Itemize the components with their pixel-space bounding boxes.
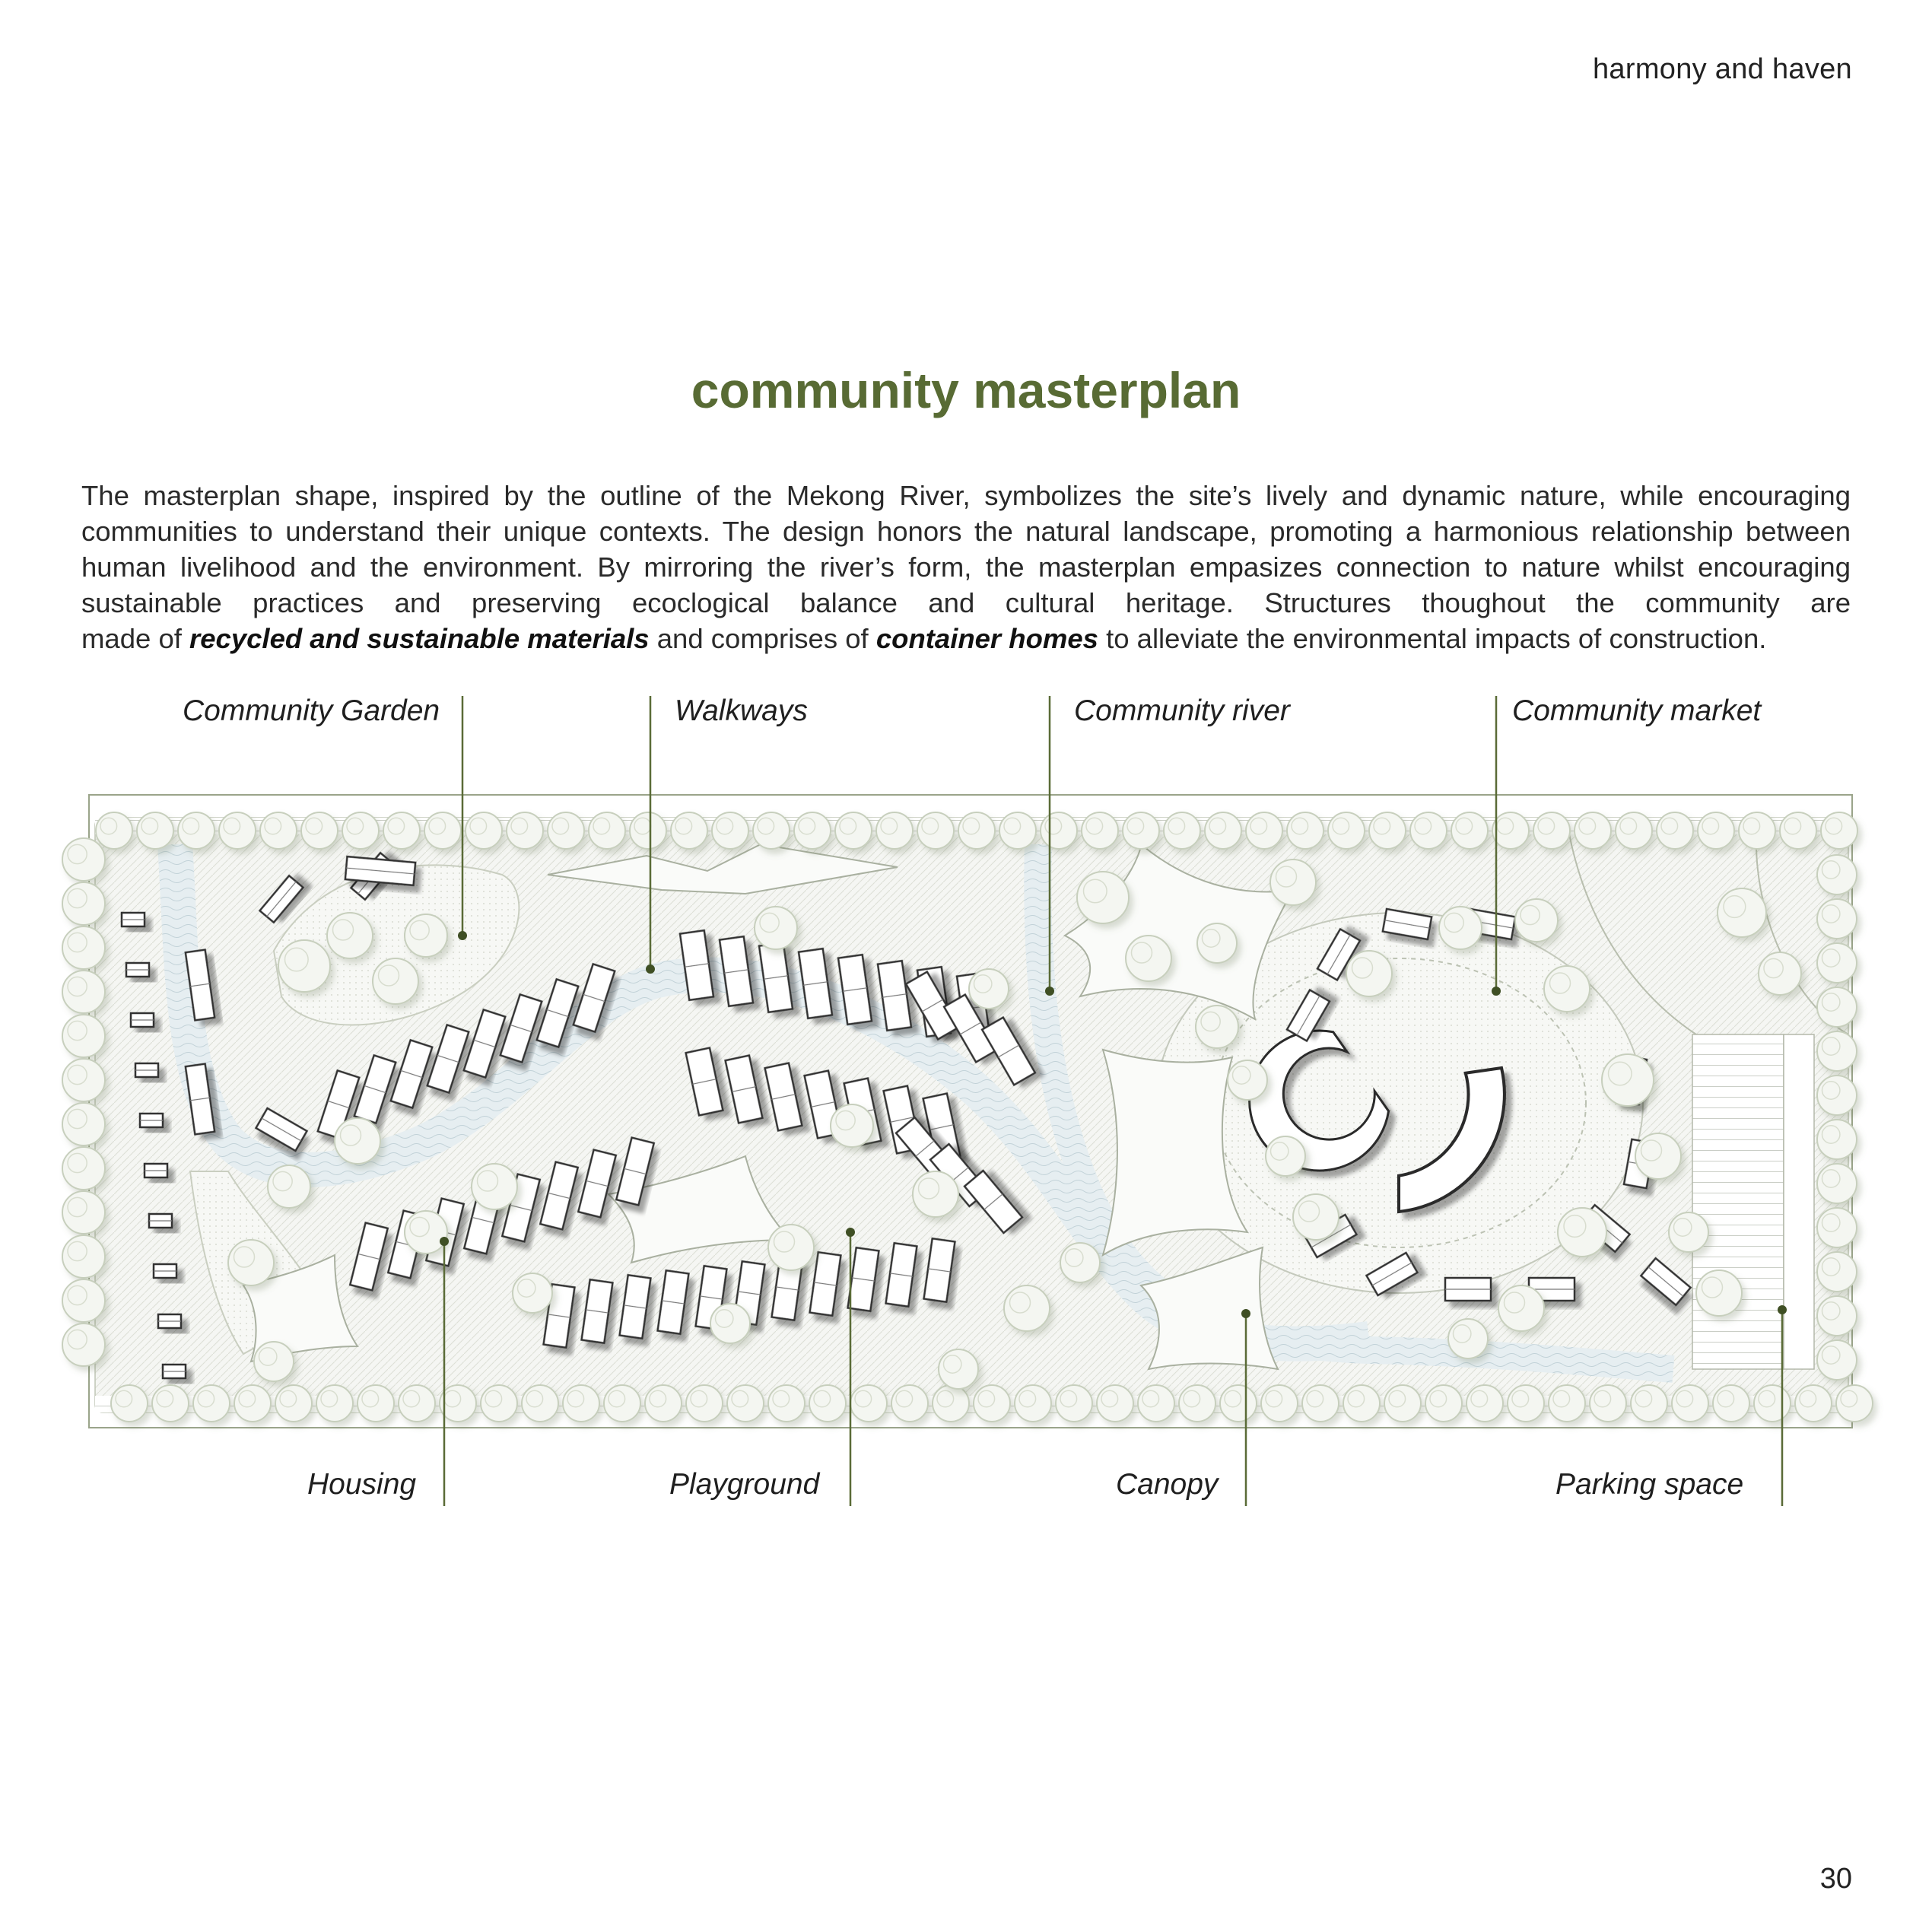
tree xyxy=(357,1385,394,1422)
intro-emphasis: recycled and sustainable materials xyxy=(189,623,650,654)
tree xyxy=(268,1165,310,1208)
tree xyxy=(1590,1385,1626,1422)
label-walkways: Walkways xyxy=(675,694,808,727)
tree xyxy=(1451,812,1488,849)
tree xyxy=(275,1385,312,1422)
page-title: community masterplan xyxy=(691,362,1241,418)
tree xyxy=(563,1385,599,1422)
tree xyxy=(1123,812,1159,849)
tree xyxy=(589,812,625,849)
container-home xyxy=(163,1365,186,1378)
tree xyxy=(1266,1136,1305,1176)
container-home xyxy=(122,913,145,926)
tree xyxy=(383,812,420,849)
tree xyxy=(301,812,338,849)
tree xyxy=(958,812,995,849)
tree xyxy=(466,812,502,849)
tree xyxy=(974,1385,1010,1422)
tree xyxy=(472,1164,517,1209)
tree xyxy=(178,812,214,849)
tree xyxy=(507,812,543,849)
parking-area xyxy=(1692,1034,1784,1369)
tree xyxy=(522,1385,558,1422)
tree xyxy=(876,812,913,849)
tree xyxy=(1713,1385,1749,1422)
tree xyxy=(1515,899,1558,942)
tree xyxy=(1196,1006,1238,1048)
tree xyxy=(1138,1385,1174,1422)
tree xyxy=(1498,1285,1544,1331)
tree xyxy=(933,1385,969,1422)
tree xyxy=(1817,1296,1857,1336)
label-housing: Housing xyxy=(307,1468,417,1501)
container-home xyxy=(131,1013,154,1027)
tree xyxy=(481,1385,517,1422)
tree xyxy=(1575,812,1611,849)
tree xyxy=(1246,812,1282,849)
tree xyxy=(1817,987,1857,1027)
tree xyxy=(1616,812,1652,849)
tree xyxy=(768,1225,814,1270)
tree xyxy=(913,1171,958,1217)
tree xyxy=(1602,1054,1654,1106)
tree xyxy=(62,1279,105,1322)
tree xyxy=(999,812,1036,849)
tree xyxy=(1657,812,1693,849)
tree xyxy=(316,1385,353,1422)
tree xyxy=(1270,860,1316,905)
tree xyxy=(1558,1208,1606,1257)
tree xyxy=(1780,812,1816,849)
tree xyxy=(1205,812,1241,849)
label-community-garden: Community Garden xyxy=(183,694,440,727)
container-home xyxy=(135,1063,158,1077)
intro-line: The masterplan shape, inspired by the outline of the Mekong River, symbolizes the site’s lively and dynamic nature, while encouraging xyxy=(81,480,1851,511)
tree xyxy=(96,812,132,849)
container-home xyxy=(154,1264,176,1278)
tree xyxy=(260,812,297,849)
tree xyxy=(62,882,105,925)
tree xyxy=(1261,1385,1298,1422)
tree xyxy=(1328,812,1365,849)
tree xyxy=(1448,1319,1488,1358)
tree xyxy=(604,1385,640,1422)
tree xyxy=(1718,888,1766,937)
tree xyxy=(1164,812,1200,849)
tree xyxy=(1060,1243,1100,1282)
tree xyxy=(1004,1285,1050,1331)
tree xyxy=(152,1385,189,1422)
tree xyxy=(1293,1194,1339,1240)
parking-lane xyxy=(1784,1034,1814,1369)
tree xyxy=(399,1385,435,1422)
tree xyxy=(1508,1385,1544,1422)
tree xyxy=(1369,812,1406,849)
tree xyxy=(137,812,173,849)
tree xyxy=(710,1304,750,1343)
tree xyxy=(1817,899,1857,939)
container-home xyxy=(140,1114,163,1127)
tree xyxy=(1821,812,1857,849)
tree xyxy=(62,838,105,881)
label-playground: Playground xyxy=(669,1468,820,1501)
tree xyxy=(1759,952,1801,995)
tree xyxy=(1492,812,1529,849)
tree xyxy=(1410,812,1447,849)
page-number: 30 xyxy=(1819,1863,1852,1895)
tree xyxy=(327,913,373,958)
tree xyxy=(405,1211,447,1254)
label-community-market: Community market xyxy=(1512,694,1762,727)
tree xyxy=(62,1235,105,1278)
tree xyxy=(1197,923,1237,963)
tree xyxy=(373,958,418,1004)
tree xyxy=(1287,812,1323,849)
tree xyxy=(1082,812,1118,849)
tree xyxy=(1672,1385,1708,1422)
tree xyxy=(1533,812,1570,849)
tree xyxy=(809,1385,846,1422)
tree xyxy=(630,812,666,849)
tree xyxy=(768,1385,805,1422)
tree xyxy=(1056,1385,1092,1422)
container-home xyxy=(149,1214,172,1228)
tree xyxy=(671,812,707,849)
tree xyxy=(234,1385,271,1422)
tree xyxy=(62,1323,105,1366)
tree xyxy=(1817,1340,1857,1380)
tree xyxy=(1669,1212,1708,1252)
tree xyxy=(62,971,105,1013)
container-home xyxy=(345,856,415,885)
tree xyxy=(1346,951,1392,996)
tree xyxy=(1817,943,1857,983)
tree xyxy=(1544,966,1590,1012)
tree xyxy=(1220,1385,1257,1422)
tree xyxy=(1077,872,1129,923)
intro-line: communities to understand their unique contexts. The design honors the natural landscape, promoting a harmonious relationship xyxy=(81,516,1733,547)
tree xyxy=(219,812,256,849)
container-home xyxy=(145,1164,167,1177)
tree xyxy=(1836,1385,1873,1422)
tree xyxy=(193,1385,230,1422)
tree xyxy=(342,812,379,849)
tree xyxy=(686,1385,723,1422)
tree xyxy=(1425,1385,1462,1422)
tree xyxy=(1817,1208,1857,1247)
tree xyxy=(753,812,790,849)
label-canopy: Canopy xyxy=(1116,1468,1219,1501)
tree xyxy=(712,812,748,849)
tree xyxy=(62,1147,105,1190)
label-parking-space: Parking space xyxy=(1555,1468,1744,1501)
tree xyxy=(1179,1385,1215,1422)
tree xyxy=(62,926,105,969)
tree xyxy=(62,1059,105,1101)
tree xyxy=(1635,1133,1681,1179)
tree xyxy=(1228,1060,1267,1100)
tree xyxy=(278,940,330,992)
tree xyxy=(228,1240,274,1285)
tree xyxy=(1817,855,1857,895)
tree xyxy=(794,812,831,849)
intro-text: and comprises of xyxy=(649,623,876,654)
tree xyxy=(1631,1385,1667,1422)
tree xyxy=(1817,1120,1857,1159)
tree xyxy=(254,1342,294,1381)
intro-line: between human livelihood and the environment. By mirroring the river’s form, the masterplan empasizes connection to nature whilst xyxy=(81,516,1851,583)
tree xyxy=(1466,1385,1503,1422)
running-head: harmony and haven xyxy=(1593,53,1852,85)
tree xyxy=(1384,1385,1421,1422)
tree xyxy=(1343,1385,1380,1422)
tree xyxy=(335,1118,380,1164)
intro-line: encouraging sustainable practices and preserving ecoclogical balance and cultural heritage. Structures thoughout the community are xyxy=(81,551,1851,618)
tree xyxy=(755,907,797,949)
tree xyxy=(405,914,447,957)
tree xyxy=(917,812,954,849)
tree xyxy=(835,812,872,849)
tree xyxy=(831,1104,873,1147)
tree xyxy=(1439,907,1482,949)
tree xyxy=(1795,1385,1832,1422)
tree xyxy=(1739,812,1775,849)
tree xyxy=(850,1385,887,1422)
tree xyxy=(513,1273,552,1313)
intro-emphasis: container homes xyxy=(875,623,1098,654)
tree xyxy=(1817,1164,1857,1203)
tree xyxy=(1817,1252,1857,1292)
tree xyxy=(62,1103,105,1146)
container-home xyxy=(126,963,149,977)
tree xyxy=(1698,812,1734,849)
tree xyxy=(891,1385,928,1422)
tree xyxy=(111,1385,148,1422)
tree xyxy=(1097,1385,1133,1422)
tree xyxy=(645,1385,682,1422)
tree xyxy=(1549,1385,1585,1422)
label-community-river: Community river xyxy=(1074,694,1290,727)
tree xyxy=(1015,1385,1051,1422)
tree xyxy=(62,1191,105,1234)
intro-text: to alleviate the environmental impacts of construction. xyxy=(1098,623,1767,654)
tree xyxy=(1041,812,1077,849)
tree xyxy=(1696,1270,1742,1316)
tree xyxy=(1126,936,1171,981)
container-home xyxy=(158,1314,181,1328)
tree xyxy=(1302,1385,1339,1422)
tree xyxy=(62,1015,105,1057)
tree xyxy=(1817,1031,1857,1071)
tree xyxy=(424,812,461,849)
intro-text: made of xyxy=(81,623,190,654)
container-home xyxy=(1445,1278,1491,1301)
tree xyxy=(969,969,1009,1009)
tree xyxy=(939,1349,978,1389)
tree xyxy=(727,1385,764,1422)
tree xyxy=(1754,1385,1791,1422)
tree xyxy=(1817,1076,1857,1115)
tree xyxy=(548,812,584,849)
